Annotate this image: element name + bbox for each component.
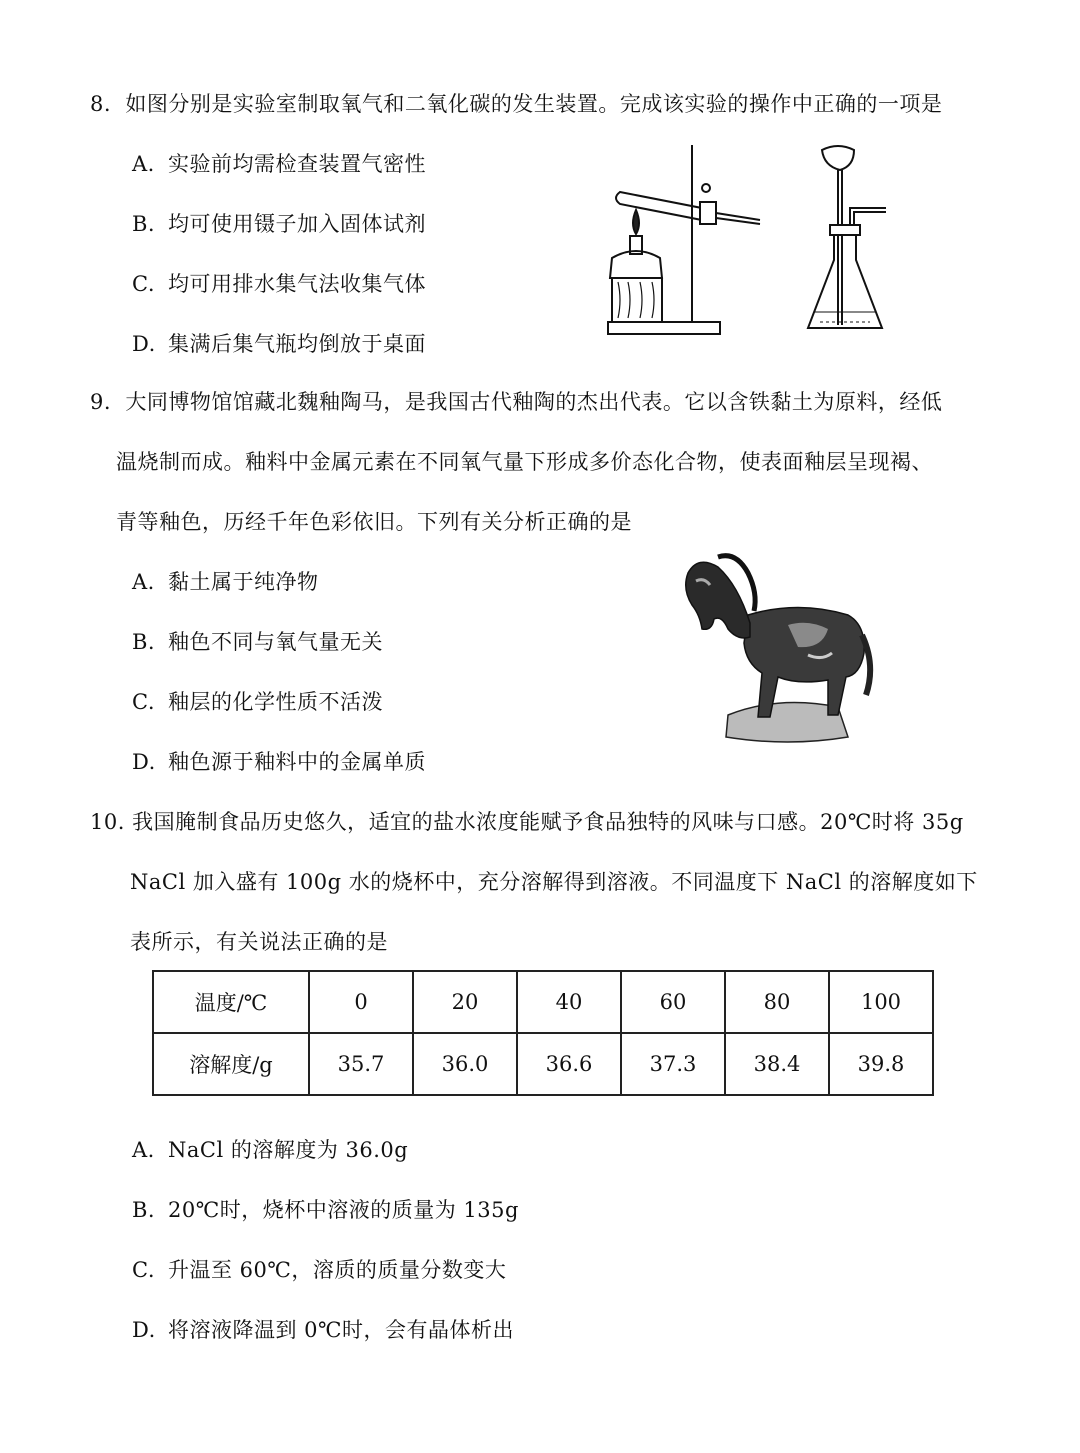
option-letter: B. bbox=[132, 1198, 156, 1222]
oxygen-apparatus-figure bbox=[600, 140, 775, 340]
option-letter: D. bbox=[132, 750, 156, 774]
q8-option-c[interactable] bbox=[132, 268, 426, 298]
q9-stem-line-1 bbox=[90, 386, 942, 416]
q9-option-b[interactable] bbox=[132, 626, 383, 656]
table-cell: 36.6 bbox=[517, 1033, 621, 1095]
option-text: 釉色不同与氧气量无关 bbox=[168, 630, 383, 654]
table-cell: 38.4 bbox=[725, 1033, 829, 1095]
q10-option-b[interactable] bbox=[132, 1194, 519, 1224]
table-row-solubility bbox=[153, 1033, 933, 1095]
q10-stem-line-2: NaCl 加入盛有 100g 水的烧杯中，充分溶解得到溶液。不同温度下 NaCl 的溶解度如下 bbox=[130, 870, 978, 894]
option-letter: C. bbox=[132, 1258, 155, 1282]
q10-option-c[interactable] bbox=[132, 1254, 506, 1284]
q8-option-d[interactable] bbox=[132, 328, 426, 358]
option-text: 釉色源于釉料中的金属单质 bbox=[168, 750, 426, 774]
table-header-temperature: 温度/℃ bbox=[153, 971, 309, 1033]
option-text: 釉层的化学性质不活泼 bbox=[168, 690, 383, 714]
option-letter: A. bbox=[132, 152, 155, 176]
q10-stem-line-3: 表所示，有关说法正确的是 bbox=[130, 930, 388, 954]
option-text: 集满后集气瓶均倒放于桌面 bbox=[168, 332, 426, 356]
table-cell: 37.3 bbox=[621, 1033, 725, 1095]
q9-option-d[interactable] bbox=[132, 746, 426, 776]
table-cell: 36.0 bbox=[413, 1033, 517, 1095]
q10-number: 10. bbox=[90, 810, 125, 834]
table-cell: 60 bbox=[621, 971, 725, 1033]
q8-option-a[interactable] bbox=[132, 148, 426, 178]
option-letter: B. bbox=[132, 212, 156, 236]
table-cell: 40 bbox=[517, 971, 621, 1033]
option-text: NaCl 的溶解度为 36.0g bbox=[168, 1138, 409, 1162]
option-letter: C. bbox=[132, 690, 155, 714]
table-row-temperature bbox=[153, 971, 933, 1033]
q8-stem-line bbox=[90, 88, 942, 118]
table-cell: 100 bbox=[829, 971, 933, 1033]
table-cell: 39.8 bbox=[829, 1033, 933, 1095]
q9-stem-line-3: 青等釉色，历经千年色彩依旧。下列有关分析正确的是 bbox=[116, 510, 632, 534]
table-cell: 35.7 bbox=[309, 1033, 413, 1095]
q9-option-a[interactable] bbox=[132, 566, 319, 596]
co2-apparatus-figure bbox=[800, 140, 900, 340]
q8-stem: 如图分别是实验室制取氧气和二氧化碳的发生装置。完成该实验的操作中正确的一项是 bbox=[125, 92, 943, 116]
option-text: 将溶液降温到 0℃时，会有晶体析出 bbox=[168, 1318, 515, 1342]
table-cell: 80 bbox=[725, 971, 829, 1033]
option-letter: B. bbox=[132, 630, 156, 654]
q9-stem-text-1: 大同博物馆馆藏北魏釉陶马，是我国古代釉陶的杰出代表。它以含铁黏土为原料，经低 bbox=[125, 390, 943, 414]
option-text: 黏土属于纯净物 bbox=[168, 570, 319, 594]
option-letter: A. bbox=[132, 1138, 155, 1162]
q10-stem-text-1: 我国腌制食品历史悠久，适宜的盐水浓度能赋予食品独特的风味与口感。20℃时将 35g bbox=[132, 810, 964, 834]
q10-option-d[interactable] bbox=[132, 1314, 514, 1344]
q8-number: 8. bbox=[90, 92, 112, 116]
option-letter: D. bbox=[132, 1318, 156, 1342]
q9-number: 9. bbox=[90, 390, 112, 414]
q9-stem-line-2: 温烧制而成。釉料中金属元素在不同氧气量下形成多价态化合物，使表面釉层呈现褐、 bbox=[116, 450, 933, 474]
option-text: 均可用排水集气法收集气体 bbox=[168, 272, 426, 296]
q10-stem-line-1 bbox=[90, 806, 964, 836]
q9-option-c[interactable] bbox=[132, 686, 383, 716]
option-text: 实验前均需检查装置气密性 bbox=[168, 152, 426, 176]
table-cell: 0 bbox=[309, 971, 413, 1033]
pottery-horse-image bbox=[678, 545, 878, 745]
option-text: 升温至 60℃，溶质的质量分数变大 bbox=[168, 1258, 507, 1282]
solubility-table bbox=[152, 970, 934, 1096]
option-text: 20℃时，烧杯中溶液的质量为 135g bbox=[168, 1198, 519, 1222]
table-header-solubility: 溶解度/g bbox=[153, 1033, 309, 1095]
option-text: 均可使用镊子加入固体试剂 bbox=[168, 212, 426, 236]
q8-option-b[interactable] bbox=[132, 208, 426, 238]
option-letter: A. bbox=[132, 570, 155, 594]
option-letter: C. bbox=[132, 272, 155, 296]
option-letter: D. bbox=[132, 332, 156, 356]
table-cell: 20 bbox=[413, 971, 517, 1033]
q10-option-a[interactable] bbox=[132, 1134, 408, 1164]
